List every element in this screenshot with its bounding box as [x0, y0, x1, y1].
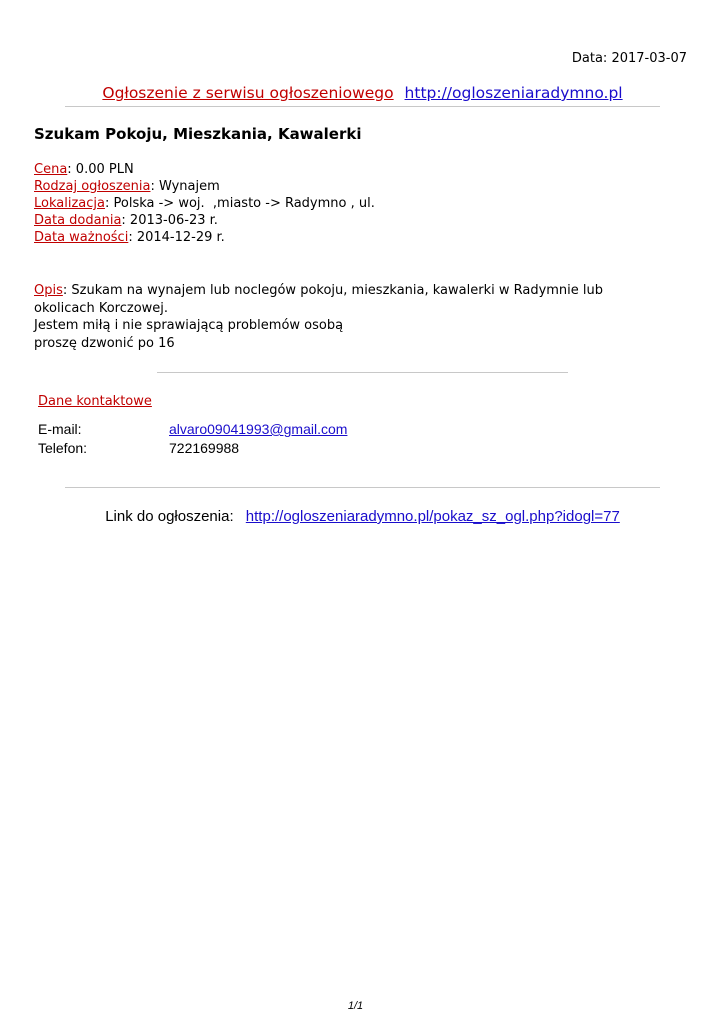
- description-line-3: proszę dzwonić po 16: [34, 335, 175, 351]
- page-number: 1/1: [347, 1000, 364, 1012]
- phone-label: Telefon:: [38, 440, 88, 456]
- email-link[interactable]: alvaro09041993@gmail.com: [169, 421, 348, 437]
- header-divider: [65, 106, 660, 107]
- description-label: Opis: [34, 283, 63, 298]
- email-label: E-mail:: [38, 421, 82, 437]
- listing-link-line: [0, 508, 725, 525]
- source-header: [0, 84, 725, 102]
- field-price: [34, 162, 134, 177]
- price-value: : 0.00 PLN: [67, 162, 134, 177]
- date-value: 2017-03-07: [611, 51, 687, 66]
- listing-link[interactable]: http://ogloszeniaradymno.pl/pokaz_sz_ogl.php?idogl=77: [245, 508, 620, 525]
- expiry-date-label: Data ważności: [34, 230, 129, 245]
- date-added-label: Data dodania: [34, 213, 122, 228]
- description-line-1: : Szukam na wynajem lub noclegów pokoju, mieszkania, kawalerki w Radymnie lub okolicach Korczowej.: [34, 283, 604, 316]
- listing-link-label: Link do ogłoszenia:: [105, 508, 234, 525]
- location-value: : Polska -> woj. ,miasto -> Radymno , ul.: [104, 196, 375, 211]
- date-label: Data:: [571, 51, 608, 66]
- description-line-2: Jestem miłą i nie sprawiającą problemów osobą: [34, 318, 344, 333]
- date-added-value: : 2013-06-23 r.: [121, 213, 218, 228]
- contact-divider: [65, 487, 660, 488]
- price-label: Cena: [34, 162, 68, 177]
- field-expiry-date: [34, 230, 225, 245]
- source-url-link[interactable]: http://ogloszeniaradymno.pl: [404, 84, 623, 102]
- listing-type-value: : Wynajem: [150, 179, 220, 194]
- description-divider: [157, 372, 568, 373]
- contact-heading: Dane kontaktowe: [38, 394, 152, 409]
- description: [34, 282, 664, 352]
- field-listing-type: [34, 179, 220, 194]
- phone-value: 722169988: [169, 440, 240, 456]
- expiry-date-value: : 2014-12-29 r.: [128, 230, 225, 245]
- document-date: [572, 51, 687, 66]
- listing-type-label: Rodzaj ogłoszenia: [34, 179, 151, 194]
- location-label: Lokalizacja: [34, 196, 105, 211]
- field-date-added: [34, 213, 218, 228]
- source-text-link[interactable]: Ogłoszenie z serwisu ogłoszeniowego: [102, 84, 394, 102]
- listing-title: Szukam Pokoju, Mieszkania, Kawalerki: [34, 125, 362, 143]
- field-location: [34, 196, 375, 211]
